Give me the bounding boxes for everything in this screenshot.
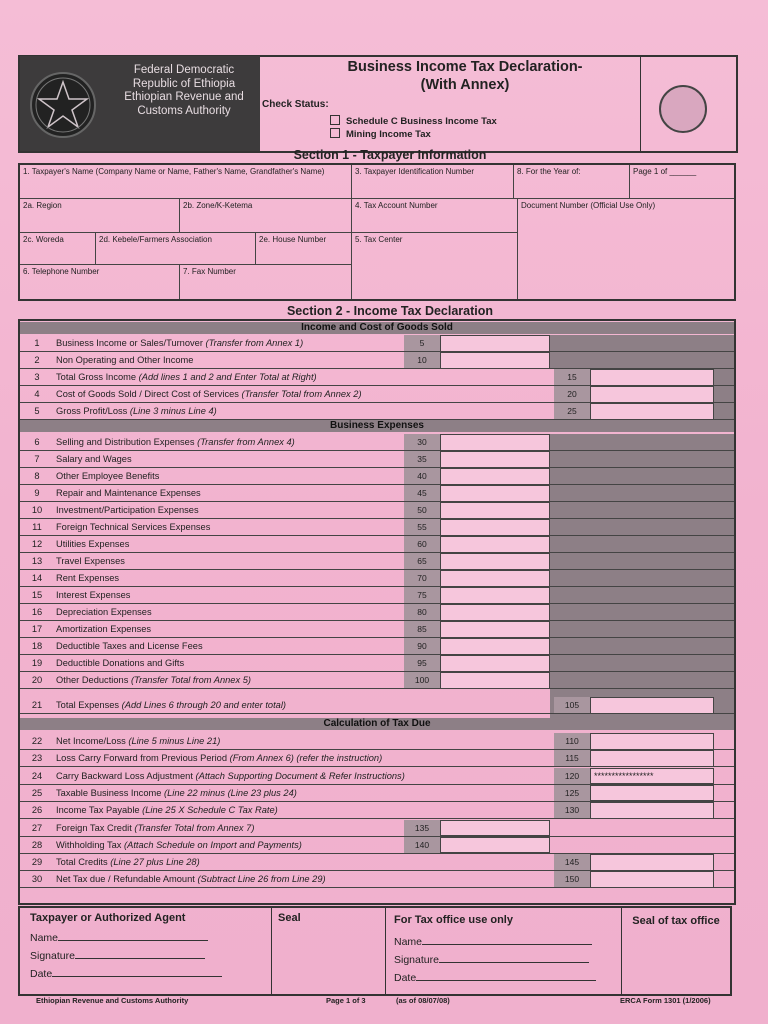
- line-number: 6: [34, 437, 40, 447]
- line-number: 21: [31, 700, 43, 710]
- line-label: [56, 854, 200, 871]
- line-28-amount-input[interactable]: [440, 837, 550, 854]
- line-1-row: [20, 335, 734, 352]
- line-label: [56, 638, 203, 655]
- line-label-note: (Transfer Total from Annex 5): [130, 675, 251, 685]
- line-9-row: [20, 485, 734, 502]
- office-signature-line: [439, 952, 589, 963]
- line-code: 70: [404, 570, 440, 587]
- band-business-expenses: Business Expenses: [20, 420, 734, 432]
- line-label-text: Withholding Tax: [56, 839, 125, 850]
- footer-form-number: ERCA Form 1301 (1/2006): [620, 996, 711, 1005]
- agency-name: Federal Democratic Republic of Ethiopia Ethiopian Revenue and Customs Authority: [124, 64, 244, 117]
- agent-name-line: [58, 930, 208, 941]
- line-code: 110: [554, 733, 590, 750]
- line-19-row: [20, 655, 734, 672]
- line-number: 13: [31, 556, 43, 566]
- seal-heading: Seal: [278, 912, 301, 924]
- line-label-text: Investment/Participation Expenses: [56, 505, 199, 515]
- band-income-cogs: Income and Cost of Goods Sold: [20, 322, 734, 334]
- checkbox-icon: [330, 128, 340, 138]
- line-30-row: [20, 871, 734, 888]
- line-1-amount-input[interactable]: [440, 335, 550, 352]
- line-label: [56, 335, 303, 352]
- agent-signature-line: [75, 948, 205, 959]
- form-title-line1: Business Income Tax Declaration-: [347, 59, 583, 75]
- line-4-row: [20, 386, 734, 403]
- field-telephone[interactable]: [20, 265, 180, 299]
- line-19-amount-input[interactable]: [440, 655, 550, 672]
- line-number: 24: [31, 770, 43, 781]
- line-code: 150: [554, 871, 590, 888]
- line-29-amount-input[interactable]: [590, 854, 714, 871]
- line-number: 30: [31, 874, 43, 885]
- field-region[interactable]: [20, 199, 180, 233]
- agent-name-label: Name: [30, 932, 59, 944]
- line-label: [56, 369, 317, 386]
- line-27-amount-input[interactable]: [440, 820, 550, 837]
- line-code: 30: [404, 434, 440, 451]
- line-number: 5: [34, 406, 40, 416]
- line-label: [56, 468, 159, 485]
- line-label-note: (Transfer Total from Annex 7): [134, 822, 255, 833]
- line-label: [56, 553, 125, 570]
- line-5-row: [20, 403, 734, 420]
- line-label-note: (Subtract Line 26 from Line 29): [197, 874, 326, 885]
- row-divider: [20, 688, 734, 689]
- field-zone-label: 2b. Zone/K-Ketema: [183, 201, 253, 210]
- line-code: 5: [404, 335, 440, 352]
- office-date-line: [416, 970, 596, 981]
- line-label-text: Selling and Distribution Expenses: [56, 437, 198, 447]
- line-12-amount-input[interactable]: [440, 536, 550, 553]
- line-number: 25: [31, 787, 43, 798]
- form-title-line2: (With Annex): [420, 77, 510, 93]
- line-label-note: (Line 5 minus Line 21): [128, 736, 221, 746]
- row-divider: [20, 887, 734, 888]
- field-zone[interactable]: [180, 199, 352, 233]
- line-6-row: [20, 434, 734, 451]
- line-21-row: [20, 697, 734, 714]
- agent-name-field[interactable]: [30, 930, 208, 944]
- line-label-text: Deductible Taxes and License Fees: [56, 641, 203, 651]
- line-number: 27: [31, 822, 43, 833]
- line-26-amount-input[interactable]: [590, 802, 714, 819]
- line-number: 11: [32, 522, 42, 532]
- line-label-text: Net Tax due / Refundable Amount: [56, 874, 198, 885]
- checkbox-mining-label: Mining Income Tax: [346, 129, 431, 140]
- field-tax-center-label: 5. Tax Center: [355, 235, 403, 244]
- row-divider: [20, 419, 734, 420]
- signature-block: [18, 906, 732, 996]
- field-house-number-label: 2e. House Number: [259, 235, 327, 244]
- line-11-row: [20, 519, 734, 536]
- line-number: 19: [31, 658, 43, 668]
- field-telephone-label: 6. Telephone Number: [23, 267, 100, 276]
- line-code: 55: [404, 519, 440, 536]
- page-of-box[interactable]: [630, 165, 734, 199]
- line-code: 145: [554, 854, 590, 871]
- line-16-row: [20, 604, 734, 621]
- line-label: [56, 485, 201, 502]
- line-label-text: Cost of Goods Sold / Direct Cost of Services: [56, 389, 242, 399]
- line-28-row: [20, 837, 734, 854]
- line-24-row: [20, 768, 734, 785]
- office-name-label: Name: [394, 936, 423, 948]
- line-label-text: Rent Expenses: [56, 573, 120, 583]
- line-label: [56, 451, 132, 468]
- line-label: [56, 871, 326, 888]
- line-label-text: Repair and Maintenance Expenses: [56, 488, 201, 498]
- line-label-text: Deductible Donations and Gifts: [56, 658, 185, 668]
- line-number: 17: [31, 624, 43, 634]
- line-code: 35: [404, 451, 440, 468]
- form-title: [300, 58, 630, 94]
- line-label-text: Salary and Wages: [56, 454, 132, 464]
- line-18-row: [20, 638, 734, 655]
- line-number: 3: [34, 372, 40, 382]
- line-label: [56, 768, 405, 785]
- section2-table: [18, 319, 736, 905]
- line-code: 40: [404, 468, 440, 485]
- line-label: [56, 536, 129, 553]
- line-label-text: Travel Expenses: [56, 556, 125, 566]
- footer-date: (as of 08/07/08): [396, 996, 450, 1005]
- line-code: 80: [404, 604, 440, 621]
- agent-signature-field[interactable]: [30, 948, 205, 962]
- line-17-row: [20, 621, 734, 638]
- line-14-row: [20, 570, 734, 587]
- line-label-text: Total Gross Income: [56, 372, 139, 382]
- line-code: 50: [404, 502, 440, 519]
- field-tax-account-label: 4. Tax Account Number: [355, 201, 438, 210]
- line-30-amount-input[interactable]: [590, 871, 714, 888]
- line-code: 65: [404, 553, 440, 570]
- line-code: 130: [554, 802, 590, 819]
- line-label-note: (Attach Supporting Document & Refer Instructions): [195, 770, 405, 781]
- line-number: 9: [34, 488, 40, 498]
- line-label-text: Taxable Business Income: [56, 787, 165, 798]
- line-label: [56, 502, 199, 519]
- agent-signature-label: Signature: [30, 950, 75, 962]
- field-house-number[interactable]: [256, 233, 352, 265]
- line-3-amount-input[interactable]: [590, 369, 714, 386]
- field-document-number-label: Document Number (Official Use Only): [521, 201, 656, 210]
- line-7-amount-input[interactable]: [440, 451, 550, 468]
- office-signature-label: Signature: [394, 954, 439, 966]
- line-number: 8: [34, 471, 40, 481]
- line-number: 20: [31, 675, 43, 685]
- line-number: 14: [31, 573, 43, 583]
- line-number: 18: [31, 641, 43, 651]
- line-27-row: [20, 820, 734, 837]
- line-label-note: (Transfer Total from Annex 2): [241, 389, 362, 399]
- office-column: [386, 908, 622, 994]
- line-22-row: [20, 733, 734, 750]
- line-16-amount-input[interactable]: [440, 604, 550, 621]
- line-label-note: (Line 27 plus Line 28): [110, 857, 200, 868]
- line-number: 12: [31, 539, 43, 549]
- line-label-text: Other Deductions: [56, 675, 131, 685]
- line-code: 100: [404, 672, 440, 689]
- office-date-label: Date: [394, 972, 417, 984]
- section1-table: [18, 163, 736, 301]
- field-year-label: 8. For the Year of:: [517, 167, 581, 176]
- field-kebele-label: 2d. Kebele/Farmers Association: [99, 235, 212, 244]
- official-seal-area: [640, 57, 737, 151]
- line-2-amount-input[interactable]: [440, 352, 550, 369]
- line-2-row: [20, 352, 734, 369]
- line-label: [56, 655, 184, 672]
- line-11-amount-input[interactable]: [440, 519, 550, 536]
- field-taxpayer-name-label: 1. Taxpayer's Name (Company Name or Name, Father's Name, Grandfather's Name): [23, 167, 325, 176]
- field-year[interactable]: [514, 165, 630, 199]
- line-22-amount-input[interactable]: [590, 733, 714, 750]
- footer-page: Page 1 of 3: [326, 996, 366, 1005]
- field-tax-center[interactable]: [352, 233, 518, 299]
- line-label-text: Foreign Technical Services Expenses: [56, 522, 211, 532]
- line-label-note: (Add Lines 6 through 20 and enter total): [121, 700, 286, 710]
- field-fax-label: 7. Fax Number: [183, 267, 236, 276]
- checkbox-icon: [330, 115, 340, 125]
- line-23-amount-input[interactable]: [590, 750, 714, 767]
- line-17-amount-input[interactable]: [440, 621, 550, 638]
- line-label: [56, 750, 382, 767]
- field-region-label: 2a. Region: [23, 201, 62, 210]
- star-emblem-icon: [30, 72, 96, 138]
- line-label-text: Interest Expenses: [56, 590, 131, 600]
- field-kebele[interactable]: [96, 233, 256, 265]
- office-date-field[interactable]: [394, 970, 596, 984]
- line-label-text: Gross Profit/Loss: [56, 406, 130, 416]
- line-label: [56, 403, 217, 420]
- line-label-text: Business Income or Sales/Turnover: [56, 338, 206, 348]
- line-label: [56, 733, 220, 750]
- line-label-note: (Line 3 minus Line 4): [129, 406, 217, 416]
- line-4-amount-input[interactable]: [590, 386, 714, 403]
- line-number: 22: [31, 736, 43, 746]
- line-code: 85: [404, 621, 440, 638]
- section1-title: Section 1 - Taxpayer Information: [293, 148, 487, 162]
- line-code: 10: [404, 352, 440, 369]
- line-label-text: Foreign Tax Credit: [56, 822, 135, 833]
- line-label-note: (Transfer from Annex 1): [205, 338, 304, 348]
- seal-column: [272, 908, 386, 994]
- line-6-amount-input[interactable]: [440, 434, 550, 451]
- line-code: 105: [554, 697, 590, 714]
- line-25-row: [20, 785, 734, 802]
- line-3-row: [20, 369, 734, 386]
- office-name-field[interactable]: [394, 934, 592, 948]
- line-label-text: Depreciation Expenses: [56, 607, 152, 617]
- section2-title: Section 2 - Income Tax Declaration: [286, 304, 494, 318]
- line-label-text: Non Operating and Other Income: [56, 355, 194, 365]
- line-number: 4: [34, 389, 40, 399]
- line-number: 16: [31, 607, 43, 617]
- line-label: [56, 837, 302, 854]
- line-label-text: Loss Carry Forward from Previous Period: [56, 753, 230, 764]
- line-code: 60: [404, 536, 440, 553]
- line-label-note: (From Annex 6) (refer the instruction): [229, 753, 383, 764]
- line-code: 125: [554, 785, 590, 802]
- line-label-note: (Attach Schedule on Import and Payments): [124, 839, 302, 850]
- line-label-text: Total Expenses: [56, 700, 122, 710]
- line-20-row: [20, 672, 734, 689]
- line-label-text: Total Credits: [56, 857, 111, 868]
- line-12-row: [20, 536, 734, 553]
- line-code: 25: [554, 403, 590, 420]
- agent-heading: Taxpayer or Authorized Agent: [30, 912, 186, 924]
- line-code: 140: [404, 837, 440, 854]
- line-label: [56, 820, 254, 837]
- line-code: 15: [554, 369, 590, 386]
- seal-stamp-icon: [659, 85, 707, 133]
- line-code: 90: [404, 638, 440, 655]
- line-label-note: (Add lines 1 and 2 and Enter Total at Right): [138, 372, 317, 382]
- line-label-text: Net Income/Loss: [56, 736, 129, 746]
- line-label-note: (Line 25 X Schedule C Tax Rate): [142, 805, 278, 816]
- check-status-label: Check Status:: [262, 99, 329, 110]
- line-label: [56, 672, 251, 689]
- field-woreda-label: 2c. Woreda: [23, 235, 64, 244]
- field-tax-account[interactable]: [352, 199, 518, 233]
- line-26-row: [20, 802, 734, 819]
- line-20-amount-input[interactable]: [440, 672, 550, 689]
- line-13-amount-input[interactable]: [440, 553, 550, 570]
- line-number: 15: [31, 590, 43, 600]
- line-14-amount-input[interactable]: [440, 570, 550, 587]
- line-stars: *****************: [594, 770, 654, 781]
- agent-date-field[interactable]: [30, 966, 222, 980]
- line-21-amount-input[interactable]: [590, 697, 714, 714]
- line-15-amount-input[interactable]: [440, 587, 550, 604]
- line-code: 95: [404, 655, 440, 672]
- checkbox-schedule-c-label: Schedule C Business Income Tax: [346, 116, 497, 127]
- line-code: 115: [554, 750, 590, 767]
- line-number: 23: [31, 753, 43, 764]
- page-of-label: Page 1 of ______: [633, 167, 697, 176]
- line-8-amount-input[interactable]: [440, 468, 550, 485]
- checkbox-mining[interactable]: [330, 128, 431, 140]
- seal-office-heading: Seal of tax office: [632, 915, 720, 927]
- line-label: [56, 621, 151, 638]
- line-29-row: [20, 854, 734, 871]
- line-label: [56, 386, 362, 403]
- agent-column: [20, 908, 272, 994]
- line-number: 28: [31, 839, 43, 850]
- agent-date-label: Date: [30, 968, 53, 980]
- line-label: [56, 697, 286, 714]
- line-10-row: [20, 502, 734, 519]
- line-label: [56, 519, 210, 536]
- line-label-text: Income Tax Payable: [56, 805, 143, 816]
- line-label-text: Utilities Expenses: [56, 539, 130, 549]
- line-label: [56, 352, 193, 369]
- field-document-number: [518, 199, 734, 299]
- line-number: 26: [31, 805, 43, 816]
- line-code: 45: [404, 485, 440, 502]
- line-label-text: Other Employee Benefits: [56, 471, 160, 481]
- line-label-note: (Line 22 minus (Line 23 plus 24): [164, 787, 297, 798]
- field-woreda[interactable]: [20, 233, 96, 265]
- line-label-text: Carry Backward Loss Adjustment: [56, 770, 196, 781]
- line-number: 10: [31, 505, 43, 515]
- line-code: 120: [554, 768, 590, 785]
- line-9-amount-input[interactable]: [440, 485, 550, 502]
- line-7-row: [20, 451, 734, 468]
- line-code: 20: [554, 386, 590, 403]
- line-10-amount-input[interactable]: [440, 502, 550, 519]
- line-18-amount-input[interactable]: [440, 638, 550, 655]
- line-number: 1: [34, 338, 40, 348]
- office-heading: For Tax office use only: [394, 914, 513, 926]
- row-divider: [20, 713, 734, 714]
- line-13-row: [20, 553, 734, 570]
- band-tax-calculation: Calculation of Tax Due: [20, 718, 734, 730]
- line-label: [56, 434, 295, 451]
- office-signature-field[interactable]: [394, 952, 589, 966]
- line-23-row: [20, 750, 734, 767]
- line-label-note: (Transfer from Annex 4): [197, 437, 295, 447]
- line-code: 135: [404, 820, 440, 837]
- line-label-text: Amortization Expenses: [56, 624, 152, 634]
- agent-date-line: [52, 966, 222, 977]
- field-fax[interactable]: [180, 265, 352, 299]
- field-tin-label: 3. Taxpayer Identification Number: [355, 167, 475, 176]
- checkbox-schedule-c[interactable]: [330, 115, 497, 127]
- line-15-row: [20, 587, 734, 604]
- line-label: [56, 604, 152, 621]
- line-number: 7: [34, 454, 40, 464]
- line-label: [56, 785, 297, 802]
- line-25-amount-input[interactable]: [590, 785, 714, 802]
- office-name-line: [422, 934, 592, 945]
- line-8-row: [20, 468, 734, 485]
- line-code: 75: [404, 587, 440, 604]
- line-number: 2: [34, 355, 40, 365]
- field-taxpayer-name[interactable]: [20, 165, 352, 199]
- line-5-amount-input[interactable]: [590, 403, 714, 420]
- line-label: [56, 587, 130, 604]
- field-tin[interactable]: [352, 165, 514, 199]
- footer-agency: Ethiopian Revenue and Customs Authority: [36, 996, 189, 1005]
- line-label: [56, 802, 278, 819]
- line-label: [56, 570, 119, 587]
- line-number: 29: [31, 857, 43, 868]
